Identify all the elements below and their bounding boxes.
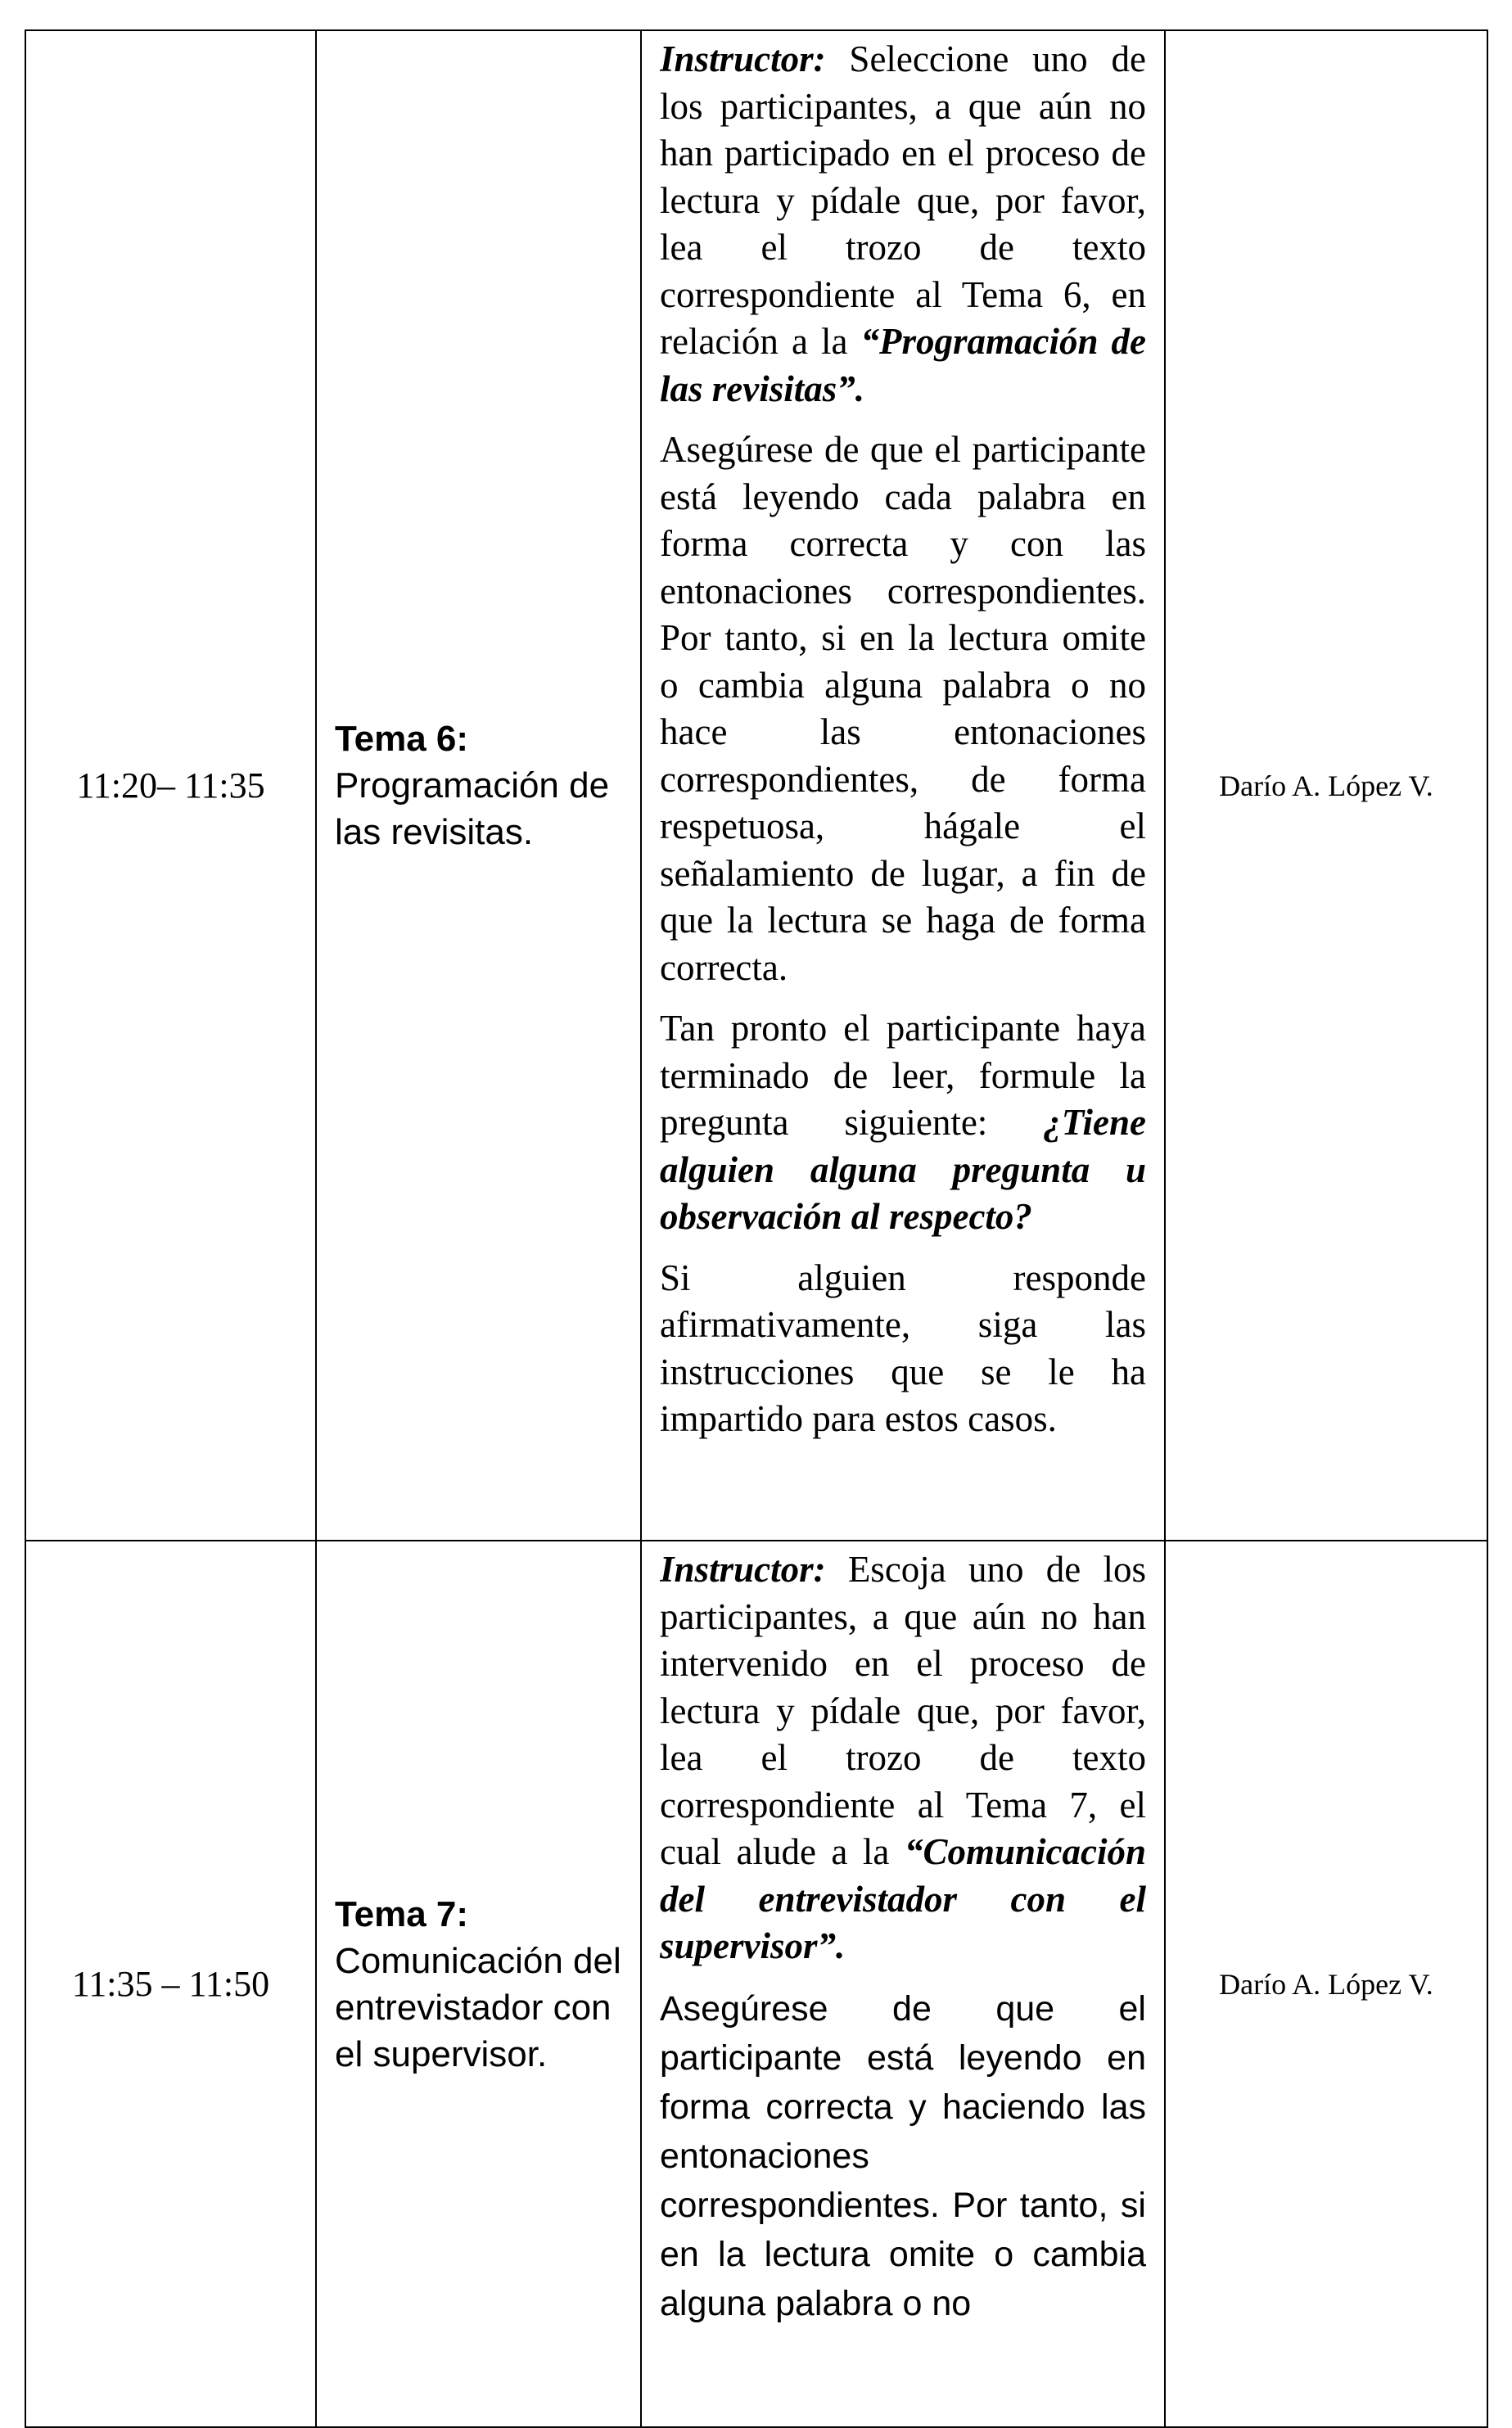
topic-title: Programación de las revisitas. [335,765,610,852]
instruction-paragraph: Instructor: Seleccione uno de los participantes, a que aún no han participado en el proceso de lectura y pídale que, por favor, lea el trozo de texto correspondiente al Tema 6, en relación a la “Programación de las revisitas”. [660,38,1146,409]
topic-number: Tema 6: [335,719,469,759]
topic-reference: “Programación de las revisitas”. [660,321,1146,409]
instructions-cell [641,30,1165,1541]
agenda-table [25,29,1488,2428]
topic-cell [316,30,641,1541]
topic-number: Tema 7: [335,1893,469,1934]
instruction-paragraph: Asegúrese de que el participante está leyendo en forma correcta y haciendo las entonaciones correspondientes. Por tanto, si en la lectura omite o cambia alguna palabra o no [660,1988,1146,2323]
table-row [25,1541,1487,2427]
topic-reference: “Comunicación del entrevistador con el supervisor”. [660,1831,1146,1966]
instruction-paragraph: Asegúrese de que el participante está leyendo cada palabra en forma correcta y con las entonaciones correspondientes. Por tanto, si en la lectura omite o cambia alguna palabra o no hace las entonaciones correspondientes, de forma respetuosa, hágale el señalamiento de lugar, a fin de que la lectura se haga de forma correcta. [660,429,1146,988]
presenter-cell: Darío A. López V. [1165,1541,1487,2427]
instructions-cell [641,1541,1165,2427]
time-cell: 11:35 – 11:50 [25,1541,316,2427]
instructor-label: Instructor: [660,1549,826,1590]
instruction-paragraph: Si alguien responde afirmativamente, siga las instrucciones que se le ha impartido para estos casos. [660,1257,1146,1439]
instruction-paragraph: Instructor: Escoja uno de los participantes, a que aún no han intervenido en el proceso de lectura y pídale que, por favor, lea el trozo de texto correspondiente al Tema 7, el cual alude a la “Comunicación del entrevistador con el supervisor”. [660,1549,1146,1966]
presenter-cell: Darío A. López V. [1165,30,1487,1541]
instruction-paragraph: Tan pronto el participante haya terminado de leer, formule la pregunta siguiente: ¿Tiene alguien alguna pregunta u observación al respecto? [660,1008,1146,1237]
question-prompt: ¿Tiene alguien alguna pregunta u observación al respecto? [660,1102,1146,1237]
table-row [25,30,1487,1541]
topic-cell [316,1541,641,2427]
time-cell: 11:20– 11:35 [25,30,316,1541]
topic-title: Comunicación del entrevistador con el supervisor. [335,1940,621,2074]
instructor-label: Instructor: [660,38,826,79]
